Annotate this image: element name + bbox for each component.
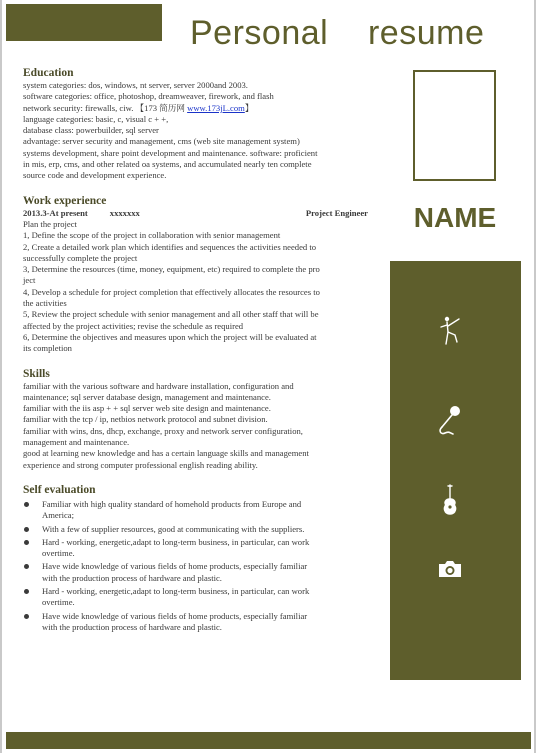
- work-date: 2013.3-At present: [23, 207, 88, 218]
- list-item: [23, 561, 368, 584]
- list-item: [23, 537, 368, 560]
- list-item-text: Hard - working, energetic,adapt to long-term business, in particular, can work: [42, 536, 310, 547]
- microphone-icon: [430, 400, 470, 440]
- list-item: [23, 586, 368, 609]
- work-line: Plan the project: [23, 218, 77, 229]
- education-line: systems development, share point development and maintenance. software: proficient: [23, 147, 318, 158]
- guitar-icon: [430, 480, 470, 520]
- work-line: ject: [23, 275, 36, 286]
- work-section: [23, 194, 368, 355]
- work-line: successfully complete the project: [23, 252, 138, 263]
- list-item-text: Have wide knowledge of various fields of home products, especially familiar: [42, 561, 308, 572]
- education-heading: Education: [23, 67, 74, 79]
- list-item-text: overtime.: [42, 548, 75, 559]
- education-network-line: [23, 103, 368, 114]
- education-line: language categories: basic, c, visual c + +,: [23, 113, 169, 124]
- list-item: [23, 611, 368, 634]
- work-position: Project Engineer: [305, 207, 368, 218]
- skills-line: familiar with wins, dns, dhcp, exchange, proxy and network server configuration,: [23, 425, 303, 436]
- photo-placeholder: [413, 70, 496, 181]
- skills-line: maintenance; sql server database design, management and maintenance.: [23, 391, 271, 402]
- skills-section: [23, 367, 368, 471]
- skills-line: good at learning new knowledge and has a certain language skills and management: [23, 448, 309, 459]
- list-item-text: Hard - working, energetic,adapt to long-term business, in particular, can work: [42, 585, 310, 596]
- list-item: [23, 524, 368, 535]
- list-item-text: overtime.: [42, 597, 75, 608]
- self-evaluation-section: [23, 483, 368, 633]
- skills-line: familiar with the iis asp + + sql server web site design and maintenance.: [23, 403, 271, 414]
- page-title: Personal resume: [190, 14, 485, 52]
- network-suffix: 】: [244, 102, 254, 113]
- work-company: xxxxxxx: [109, 207, 140, 218]
- list-item-text: Have wide knowledge of various fields of home products, especially familiar: [42, 610, 308, 621]
- camera-icon: [430, 549, 470, 589]
- education-line: software categories: office, photoshop, dreamweaver, firework, and flash: [23, 91, 274, 102]
- candidate-name: NAME: [413, 202, 497, 233]
- list-item-text: With a few of supplier resources, good at communicating with the suppliers.: [42, 523, 305, 534]
- education-line: database class: powerbuilder, sql server: [23, 125, 159, 136]
- skills-line: familiar with the tcp / ip, netbios network protocol and subnet division.: [23, 414, 268, 425]
- work-line: the activities: [23, 298, 67, 309]
- list-item-text: with the production process of hardware and plastic.: [42, 621, 222, 632]
- resume-main-column: [23, 66, 368, 635]
- work-line: 1, Define the scope of the project in collaboration with senior management: [23, 230, 281, 241]
- work-line: 5, Review the project schedule with senior management and all other staff that will be: [23, 309, 319, 320]
- work-line: its completion: [23, 343, 72, 354]
- network-prefix: network security: firewalls, ciw. 【173 简历网: [23, 102, 188, 113]
- list-item-text: America;: [42, 510, 74, 521]
- work-line: 4, Develop a schedule for project completion that effectively allocates the resources to: [23, 286, 320, 297]
- education-line: system categories: dos, windows, nt server, server 2000and 2003.: [23, 80, 248, 90]
- list-item: [23, 499, 368, 522]
- page-border-left: [0, 0, 2, 753]
- education-line: advantage: server security and management, cms (web site management system): [23, 136, 300, 147]
- footer-accent-bar: [6, 732, 531, 749]
- education-line: source code and development experience.: [23, 170, 167, 181]
- work-entry-header: [23, 208, 368, 219]
- header-accent-bar: [6, 4, 162, 41]
- list-item-text: with the production process of hardware and plastic.: [42, 572, 222, 583]
- self-evaluation-heading: Self evaluation: [23, 483, 96, 496]
- website-link[interactable]: www.173jL.com: [187, 102, 245, 113]
- education-section: [23, 66, 368, 182]
- work-line: affected by the project activities; revise the schedule as required: [23, 320, 244, 331]
- work-line: 2, Create a detailed work plan which identifies and sequences the activities needed to: [23, 241, 317, 252]
- skills-line: experience and strong computer professional english reading ability.: [23, 459, 258, 470]
- work-line: 3, Determine the resources (time, money, equipment, etc) required to complete the pro: [23, 264, 320, 275]
- work-line: 6, Determine the objectives and measures upon which the project will be evaluated at: [23, 331, 317, 342]
- dancer-icon: [430, 310, 470, 350]
- education-line: in mis, erp, cms, and other related oa systems, and accumulated nearly ten complete: [23, 159, 312, 170]
- self-evaluation-list: [23, 499, 368, 633]
- work-heading: Work experience: [23, 194, 107, 207]
- skills-heading: Skills: [23, 367, 50, 380]
- list-item-text: Familiar with high quality standard of homehold products from Europe and: [42, 498, 302, 509]
- skills-line: management and maintenance.: [23, 437, 130, 448]
- skills-line: familiar with the various software and hardware installation, configuration and: [23, 380, 294, 391]
